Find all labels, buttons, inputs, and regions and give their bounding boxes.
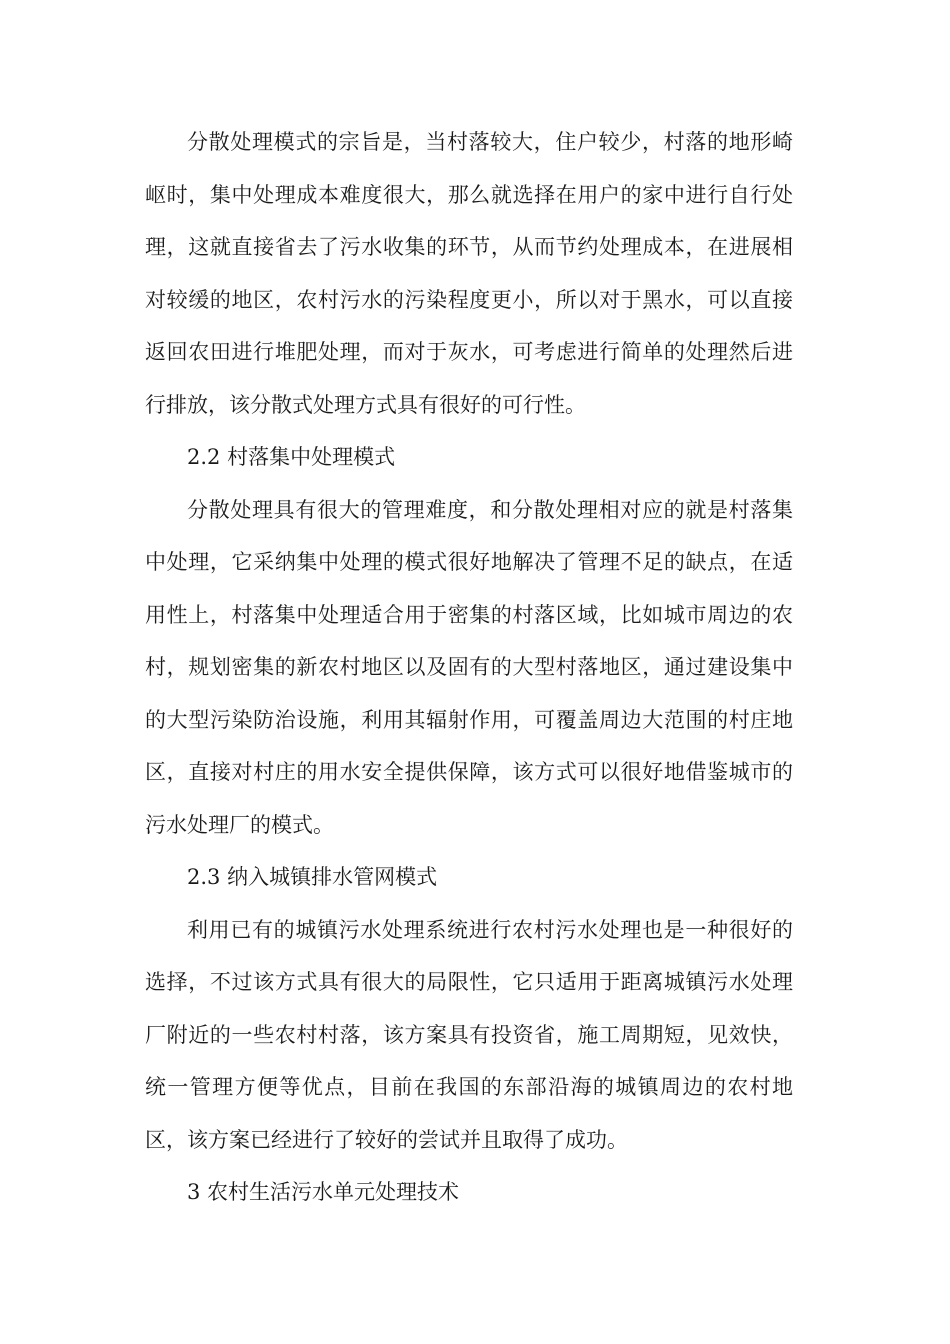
section-heading-2-3: 2.3 纳入城镇排水管网模式 (187, 865, 438, 889)
paragraph-urban-drainage-network: 利用已有的城镇污水处理系统进行农村污水处理也是一种很好的选择，不过该方式具有很大的局限性，它只适用于距离城镇污水处理厂附近的一些农村村落，该方案具有投资省，施工周期短，见效快，统一管理方便等优点，目前在我国的东部沿海的城镇周边的农村地区，该方案已经进行了较好的尝试并且取得了成功。 (145, 917, 793, 1152)
paragraph-village-centralized-treatment: 分散处理具有很大的管理难度，和分散处理相对应的就是村落集中处理，它采纳集中处理的模式很好地解决了管理不足的缺点，在适用性上，村落集中处理适合用于密集的村落区域，比如城市周边的农村，规划密集的新农村地区以及固有的大型村落地区，通过建设集中的大型污染防治设施，利用其辐射作用，可覆盖周边大范围的村庄地区，直接对村庄的用水安全提供保障，该方式可以很好地借鉴城市的污水处理厂的模式。 (145, 497, 793, 837)
section-heading-2-2: 2.2 村落集中处理模式 (187, 445, 396, 469)
paragraph-decentralized-treatment: 分散处理模式的宗旨是，当村落较大，住户较少，村落的地形崎岖时，集中处理成本难度很大，那么就选择在用户的家中进行自行处理，这就直接省去了污水收集的环节，从而节约处理成本，在进展相对较缓的地区，农村污水的污染程度更小，所以对于黑水，可以直接返回农田进行堆肥处理，而对于灰水，可考虑进行简单的处理然后进行排放，该分散式处理方式具有很好的可行性。 (145, 130, 793, 417)
section-heading-3: 3 农村生活污水单元处理技术 (187, 1180, 460, 1204)
document-page (145, 116, 793, 1219)
